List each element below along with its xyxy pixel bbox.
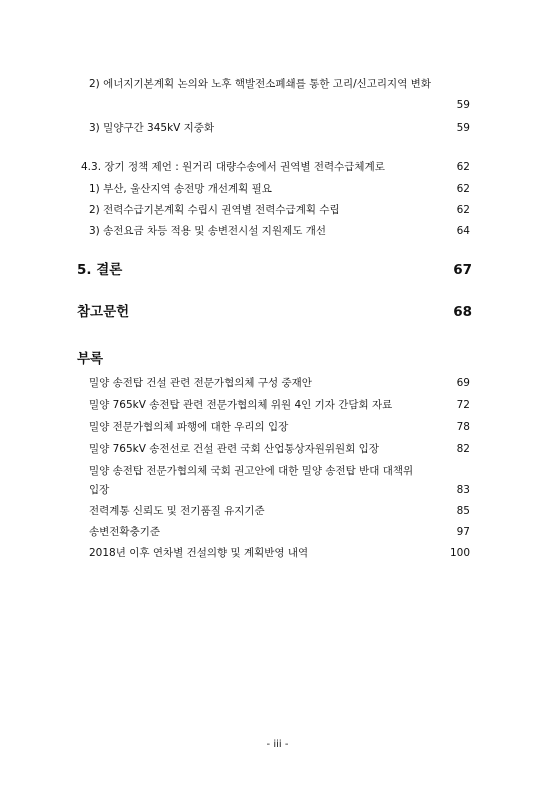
toc-entry-page: 78	[456, 421, 470, 433]
toc-entry-page: 97	[456, 526, 470, 538]
toc-entry-title: 1) 부산, 울산지역 송전망 개선계획 필요	[89, 183, 272, 195]
toc-entry-title: 밀양 전문가협의체 파행에 대한 우리의 입장	[89, 421, 289, 433]
toc-entry-title: 밀양 765kV 송전탑 관련 전문가협의체 위원 4인 기자 간담회 자료	[89, 399, 393, 411]
toc-entry-title: 3) 밀양구간 345kV 지중화	[89, 122, 215, 134]
toc-entry-page: 85	[456, 505, 470, 517]
toc-entry-title: 밀양 송전탑 전문가협의체 국회 권고안에 대한 밀양 송전탑 반대 대책위	[89, 465, 414, 477]
toc-section-page: 68	[453, 304, 472, 320]
toc-entry-page: 82	[456, 443, 470, 455]
toc-entry-title: 송변전확충기준	[89, 526, 161, 538]
toc-section-title: 부록	[77, 351, 104, 367]
toc-entry-title: 2) 전력수급기본계획 수립시 권역별 전력수급계획 수립	[89, 204, 340, 216]
toc-entry-title: 밀양 765kV 송전선로 건설 관련 국회 산업통상자원위원회 입장	[89, 443, 379, 455]
toc-section-title: 5. 결론	[77, 262, 123, 278]
toc-entry-page: 83	[456, 484, 470, 496]
toc-entry-page: 72	[456, 399, 470, 411]
toc-entry-title-continued: 입장	[89, 484, 110, 496]
toc-entry-page: 59	[456, 122, 470, 134]
toc-entry-title: 2018년 이후 연차별 건설의향 및 계획반영 내역	[89, 547, 309, 559]
toc-entry-page: 62	[456, 161, 470, 173]
toc-entry-page: 62	[456, 183, 470, 195]
toc-entry-page: 69	[456, 377, 470, 389]
toc-entry-title: 3) 송전요금 차등 적용 및 송변전시설 지원제도 개선	[89, 225, 326, 237]
toc-entry-page: 62	[456, 204, 470, 216]
toc-entry-page: 59	[456, 99, 470, 111]
toc-section-title: 참고문헌	[77, 304, 130, 320]
toc-entry-title: 2) 에너지기본계획 논의와 노후 핵발전소폐쇄를 통한 고리/신고리지역 변화	[89, 78, 431, 90]
toc-entry-page: 64	[456, 225, 470, 237]
toc-entry-title: 전력계통 신뢰도 및 전기품질 유지기준	[89, 505, 265, 517]
toc-section-page: 67	[453, 262, 472, 278]
page-number: - iii -	[266, 739, 289, 750]
toc-entry-title: 밀양 송전탑 건설 관련 전문가협의체 구성 중재안	[89, 377, 312, 389]
toc-entry-page: 100	[449, 547, 470, 559]
toc-entry-title: 4.3. 장기 정책 제언 : 원거리 대량수송에서 권역별 전력수급체계로	[81, 161, 385, 173]
